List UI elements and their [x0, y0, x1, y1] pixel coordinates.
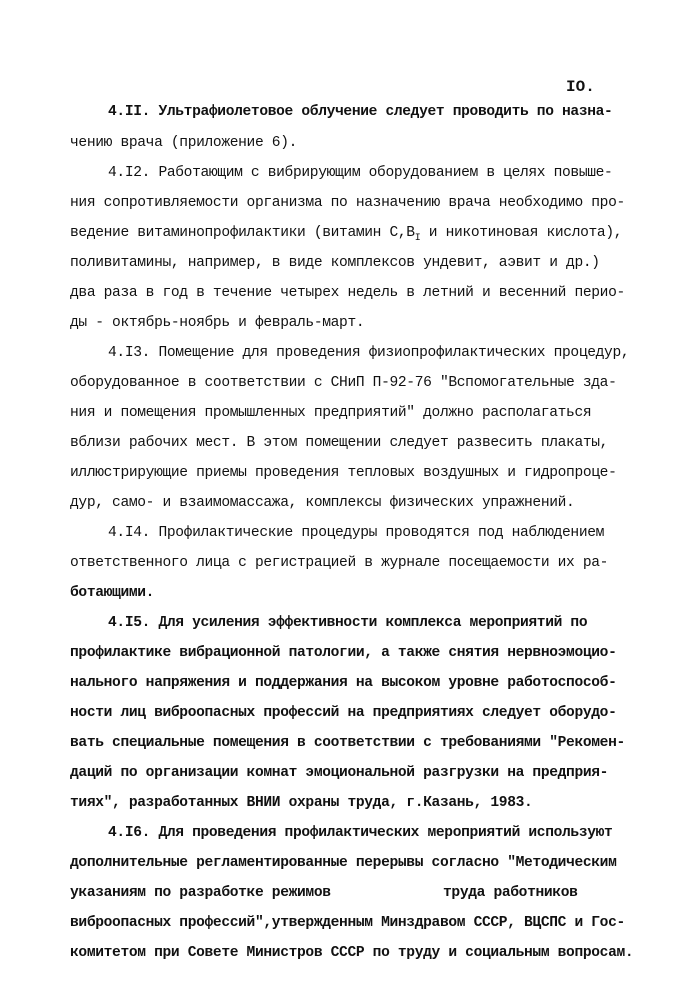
- text-line: тиях", разработанных ВНИИ охраны труда, г.Казань, 1983.: [70, 795, 533, 811]
- text-line: чению врача (приложение 6).: [70, 135, 298, 151]
- text-line: 4.II. Ультрафиолетовое облучение следует проводить по назна-: [108, 104, 613, 120]
- text-line: два раза в год в течение четырех недель в летний и весенний перио-: [70, 285, 625, 301]
- vitamin-line-text: ведение витаминопрофилактики (витамин C,B: [70, 225, 415, 241]
- text-line: 4.I3. Помещение для проведения физиопрофилактических процедур,: [108, 345, 630, 361]
- text-line: ния сопротивляемости организма по назначению врача необходимо про-: [70, 195, 625, 211]
- vitamin-subscript: I: [414, 232, 421, 244]
- text-line: указаниям по разработке режимов: [70, 885, 331, 901]
- text-line: ния и помещения промышленных предприятий" должно располагаться: [70, 405, 592, 421]
- text-line: виброопасных профессий",утвержденным Минздравом СССР, ВЦСПС и Гос-: [70, 915, 625, 931]
- text-line: ответственного лица с регистрацией в журнале посещаемости их ра-: [70, 555, 609, 571]
- text-line: нального напряжения и поддержания на высоком уровне работоспособ-: [70, 675, 617, 691]
- text-line: труда работников: [443, 885, 578, 901]
- text-line: ботающими.: [70, 585, 155, 601]
- text-line: дополнительные регламентированные перерывы согласно "Методическим: [70, 855, 617, 871]
- text-line: даций по организации комнат эмоциональной разгрузки на предприя-: [70, 765, 609, 781]
- text-line: комитетом при Совете Министров СССР по труду и социальным вопросам.: [70, 945, 634, 961]
- text-line: дур, само- и взаимомассажа, комплексы физических упражнений.: [70, 495, 575, 511]
- text-line: оборудованное в соответствии с СНиП П-92-76 "Вспомогательные зда-: [70, 375, 617, 391]
- text-line: профилактике вибрационной патологии, а также снятия нервноэмоцио-: [70, 645, 617, 661]
- text-line: вблизи рабочих мест. В этом помещении следует развесить плакаты,: [70, 435, 609, 451]
- vitamin-line: [70, 223, 622, 249]
- text-line: поливитамины, например, в виде комплексов ундевит, аэвит и др.): [70, 255, 600, 271]
- text-line: ды - октябрь-ноябрь и февраль-март.: [70, 315, 365, 331]
- vitamin-line-tail: и никотиновая кислота),: [420, 225, 623, 241]
- text-line: 4.I4. Профилактические процедуры проводятся под наблюдением: [108, 525, 605, 541]
- text-line: 4.I2. Работающим с вибрирующим оборудованием в целях повыше-: [108, 165, 613, 181]
- text-line: вать специальные помещения в соответствии с требованиями "Рекомен-: [70, 735, 625, 751]
- text-line: 4.I6. Для проведения профилактических мероприятий используют: [108, 825, 613, 841]
- page-number: IO.: [566, 78, 595, 96]
- text-line: 4.I5. Для усиления эффективности комплекса мероприятий по: [108, 615, 588, 631]
- text-line: ности лиц виброопасных профессий на предприятиях следует оборудо-: [70, 705, 617, 721]
- text-line: иллюстрирующие приемы проведения тепловых воздушных и гидропроце-: [70, 465, 617, 481]
